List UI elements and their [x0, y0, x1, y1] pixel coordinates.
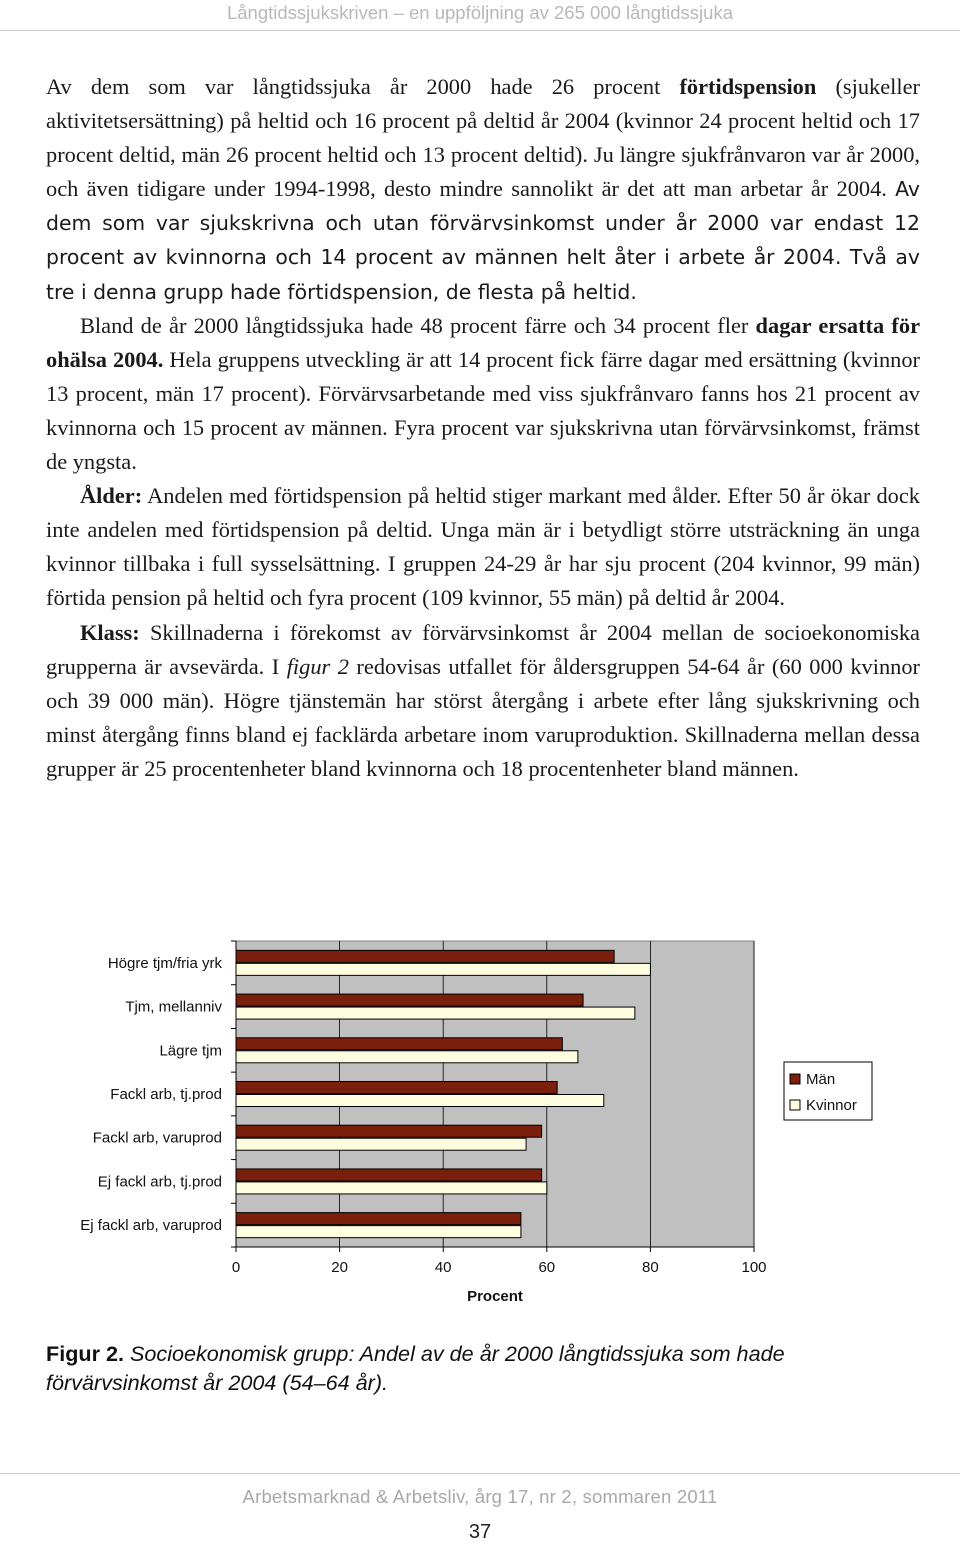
y-category-label: Ej fackl arb, tj.prod [97, 1173, 222, 1191]
y-category-label: Lägre tjm [159, 1042, 222, 1060]
p4-figure-ref: figur 2 [286, 653, 349, 679]
legend-swatch-man [790, 1074, 800, 1084]
p2-text-a: Bland de år 2000 långtidssjuka hade 48 procent färre och 34 procent fler [80, 312, 756, 338]
bar-man-2 [236, 994, 583, 1006]
journal-footer: Arbetsmarknad & Arbetsliv, årg 17, nr 2, sommaren 2011 [242, 1486, 718, 1507]
x-tick-label: 100 [741, 1259, 767, 1276]
y-category-label: Ej fackl arb, varuprod [80, 1217, 222, 1235]
p1-text-c: (sjukeller aktivitetsersättning) på heltid och 16 procent på deltid år 2004 (kvinnor 24 procent heltid och 17 procent deltid, män 26 procent heltid och 13 procent deltid). Ju längre sjukfrånvaron var år 2000, och även tidigare under 1994-1998, desto mindre sannolikt är det att man arbetar år 2004. [46, 74, 920, 202]
y-category-label: Högre tjm/fria yrk [107, 954, 222, 972]
caption-text: Socioekonomisk grupp: Andel av de år 2000 långtidssjuka som hade förvärvsinkomst år 2004 (54–64 år). [46, 1341, 785, 1395]
x-axis-title: Procent [467, 1288, 523, 1305]
bar-kvinnor-1 [236, 963, 650, 975]
header-rule [0, 30, 960, 31]
x-tick-label: 0 [231, 1259, 241, 1276]
legend-label-kvinnor: Kvinnor [806, 1097, 857, 1114]
bar-kvinnor-7 [236, 1226, 521, 1238]
footer-rule [0, 1473, 960, 1474]
bar-kvinnor-4 [236, 1095, 604, 1107]
bar-kvinnor-6 [236, 1182, 547, 1194]
bar-man-4 [236, 1082, 557, 1094]
paragraph-sick-days [46, 309, 920, 479]
caption-label: Figur 2. [46, 1341, 124, 1366]
paragraph-class [46, 616, 920, 786]
legend-swatch-kvinnor [790, 1100, 800, 1110]
bar-kvinnor-3 [236, 1051, 578, 1063]
body-text [46, 70, 920, 786]
y-category-label: Tjm, mellanniv [125, 998, 222, 1016]
bar-man-6 [236, 1169, 542, 1181]
y-category-label: Fackl arb, tj.prod [110, 1086, 222, 1103]
paragraph-pension [46, 70, 920, 309]
y-category-label: Fackl arb, varuprod [92, 1129, 222, 1147]
bar-man-7 [236, 1213, 521, 1225]
page-number: 37 [468, 1521, 492, 1543]
running-header: Långtidssjukskriven – en uppföljning av 265 000 långtidssjuka [226, 2, 733, 23]
bar-kvinnor-2 [236, 1007, 635, 1019]
p2-bold-term: dagar ersatta för ohälsa 2004. [46, 312, 921, 372]
p3-text: Andelen med förtidspension på heltid stiger markant med ålder. Efter 50 år ökar dock inte andelen med förtidspension på deltid. Unga män är i betydligt större utsträckning än unga kvinnor tillbaka i full sysselsättning. I gruppen 24-29 år har sju procent (204 kvinnor, 99 män) förtida pension på heltid och fyra procent (109 kvinnor, 55 män) på deltid år 2004. [46, 483, 920, 611]
paragraph-age [46, 479, 920, 615]
p4-text-b: redovisas utfallet för åldersgruppen 54-64 år (60 000 kvinnor och 39 000 män). Högre tjänstemän har störst återgång i arbete efter lång sjukskrivning och minst återgång finns bland ej facklärda arbetare inom varuproduktion. Skillnaderna mellan dessa grupper är 25 procentenheter bland kvinnorna och 18 procentenheter bland männen. [46, 653, 920, 781]
p2-text-c: Hela gruppens utveckling är att 14 procent fick färre dagar med ersättning (kvinnor 13 procent, män 17 procent). Förvärvsarbetande med viss sjukfrånvaro fanns hos 21 procent av kvinnorna och 15 procent av männen. Fyra procent var sjukskrivna utan förvärvsinkomst, främst de yngsta. [46, 346, 921, 475]
p4-text-a: Skillnaderna i förekomst av förvärvsinkomst år 2004 mellan de socioekonomiska grupperna är avsevärda. I [46, 619, 920, 679]
x-tick-label: 80 [642, 1259, 659, 1276]
bar-man-1 [236, 950, 614, 962]
figure-2-chart [0, 930, 960, 1330]
p1-text-d: Av dem som var sjukskrivna och utan förvärvsinkomst under år 2000 var endast 12 procent av kvinnorna och 14 procent av männen helt åter i arbete år 2004. Två av tre i denna grupp hade förtidspension, de flesta på heltid. [46, 177, 920, 304]
legend-label-man: Män [806, 1071, 836, 1088]
bar-man-3 [236, 1038, 562, 1050]
x-tick-label: 40 [434, 1259, 452, 1276]
bar-man-5 [236, 1125, 542, 1137]
figure-caption [46, 1339, 926, 1397]
p3-label: Ålder: [80, 483, 143, 509]
x-tick-label: 20 [331, 1259, 348, 1276]
p4-label: Klass: [80, 619, 140, 645]
bar-kvinnor-5 [236, 1138, 526, 1150]
p1-text-a: Av dem som var långtidssjuka år 2000 hade 26 procent [46, 74, 680, 99]
x-tick-label: 60 [538, 1259, 556, 1276]
p1-bold-term: förtidspension [679, 74, 817, 99]
